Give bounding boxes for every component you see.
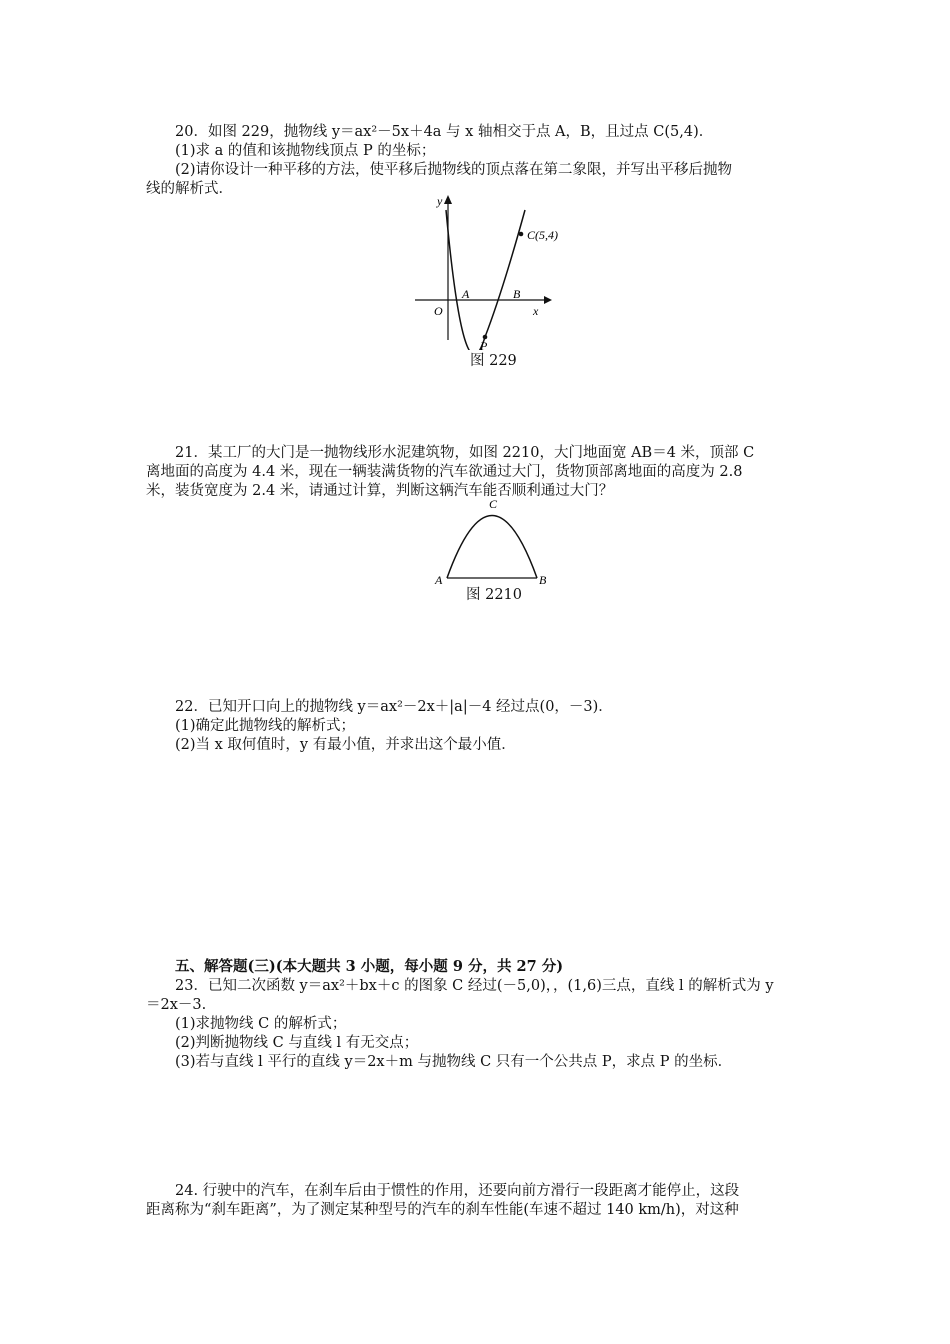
q20-part2-cont: 线的解析式． [146,181,233,197]
figure-229-caption: 图 229 [470,353,517,369]
gate-label-a: A [435,573,443,587]
label-a: A [462,287,470,301]
q24-line2: 距离称为“刹车距离”，为了测定某种型号的汽车的刹车性能(车速不超过 140 km/h)，对这种 [146,1202,739,1218]
q23-part2: (2)判断抛物线 C 与直线 l 有无交点； [175,1035,419,1051]
figure-229-parabola [410,190,560,350]
q23-part3: (3)若与直线 l 平行的直线 y＝2x＋m 与抛物线 C 只有一个公共点 P，求点 P 的坐标． [175,1054,733,1070]
q23-line1: 23．已知二次函数 y＝ax²＋bx＋c 的图象 C 经过(－5,0)，，(1,6)三点，直线 l 的解析式为 y [175,978,774,994]
gate-label-c: C [489,497,498,511]
q21-line1: 21．某工厂的大门是一抛物线形水泥建筑物，如图 2210，大门地面宽 AB＝4 米，顶部 C [175,445,755,461]
gate-arch-curve [447,516,537,579]
gate-label-b: B [539,573,547,587]
q20-part2: (2)请你设计一种平移的方法，使平移后抛物线的顶点落在第二象限，并写出平移后抛物 [175,162,733,178]
q21-line2: 离地面的高度为 4.4 米，现在一辆装满货物的汽车欲通过大门，货物顶部离地面的高度为 2.8 [146,464,743,480]
y-axis-arrow [444,195,452,204]
x-axis-arrow [544,296,552,304]
label-b: B [513,287,521,301]
q23-line2: ＝2x－3. [146,997,207,1013]
parabola-curve [446,210,525,350]
label-x: x [533,304,539,318]
label-y: y [437,194,443,208]
q20-part1: (1)求 a 的值和该抛物线顶点 P 的坐标； [175,143,436,159]
q20-stem: 20．如图 229，抛物线 y＝ax²－5x＋4a 与 x 轴相交于点 A，B，且过点 C(5,4)． [175,124,714,140]
label-c: C(5,4) [527,228,558,242]
point-c [519,232,524,237]
section5-title: 五、解答题(三)(本大题共 3 小题，每小题 9 分，共 27 分) [175,958,564,975]
figure-2210-gate [430,496,555,588]
q21-line3: 米，装货宽度为 2.4 米，请通过计算，判断这辆汽车能否顺利通过大门？ [146,483,614,499]
label-p: P [480,339,488,350]
label-o: O [434,304,443,318]
q22-part2: (2)当 x 取何值时，y 有最小值，并求出这个最小值． [175,737,516,753]
q24-line1: 24. 行驶中的汽车，在刹车后由于惯性的作用，还要向前方滑行一段距离才能停止，这段 [175,1183,740,1199]
q22-stem: 22．已知开口向上的抛物线 y＝ax²－2x＋|a|－4 经过点(0，－3)． [175,699,613,715]
q23-part1: (1)求抛物线 C 的解析式； [175,1016,347,1032]
figure-2210-caption: 图 2210 [466,587,523,603]
q22-part1: (1)确定此抛物线的解析式； [175,718,356,734]
